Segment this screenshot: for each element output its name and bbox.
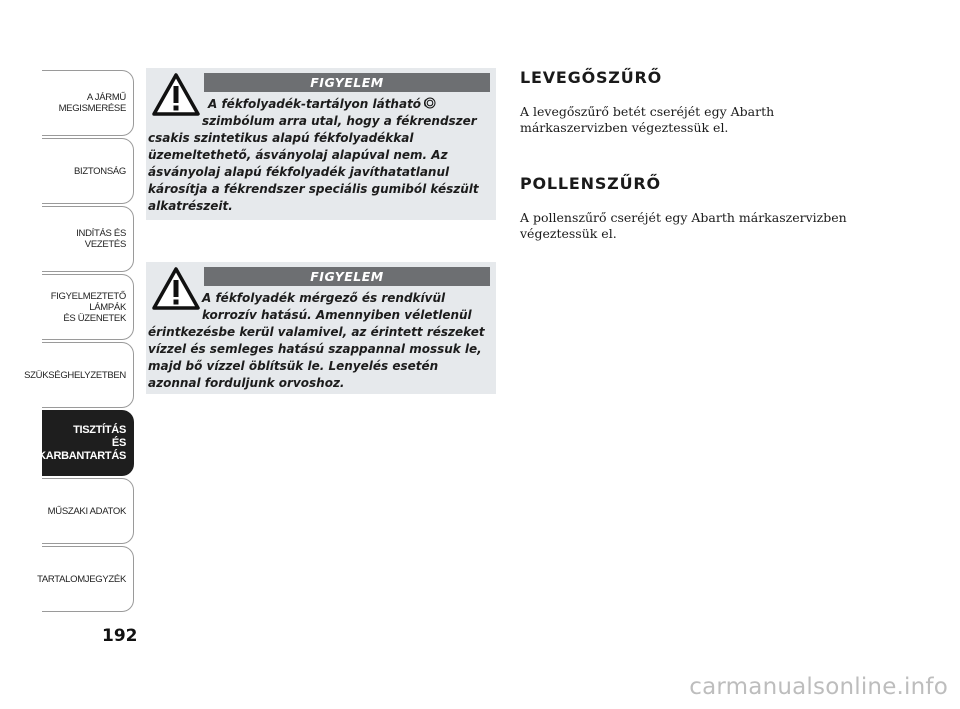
warning-box-2 [146,262,496,394]
warning-rest: érintkezésbe kerül valamivel, az érintett részeket vízzel és semleges hatású szappannal mossuk le, majd bő vízzel öblítsük le. Lenyelés esetén azonnal forduljunk orvoshoz. [148,325,485,390]
tab-index[interactable]: TARTALOMJEGYZÉK [42,546,134,612]
warning-box-1 [146,68,496,220]
section-title-air-filter: LEVEGŐSZŰRŐ [520,68,663,87]
warning-line-1: A fékfolyadék-tartályon látható [208,97,422,111]
warning-header: FIGYELEM [204,267,490,286]
section-text-pollen-filter: A pollenszűrő cseréjét egy Abarth márkaszervizben végeztessük el. [520,210,847,241]
tab-emergency[interactable]: SZÜKSÉGHELYZETBEN [42,342,134,408]
warning-line-2: szimbólum arra utal, hogy a fékrendszer [202,114,477,128]
tab-vehicle-overview[interactable]: A JÁRMŰ MEGISMERÉSE [42,70,134,136]
watermark: carmanualsonline.info [689,674,948,700]
tab-technical-data[interactable]: MŰSZAKI ADATOK [42,478,134,544]
tab-safety[interactable]: BIZTONSÁG [42,138,134,204]
warning-rest: csakis szintetikus alapú fékfolyadékkal üzemeltethető, ásványolaj alapúval nem. Az ásványolaj alapú fékfolyadék javíthatatlanul károsítja a fékrendszer speciális gumiból készült alkatrészeit. [148,131,479,213]
tab-starting-driving[interactable]: INDÍTÁS ÉS VEZETÉS [42,206,134,272]
warning-text [146,96,492,215]
warning-line-2: korrozív hatású. Amennyiben véletlenül [202,308,472,322]
section-title-pollen-filter: POLLENSZŰRŐ [520,174,661,193]
tab-warning-lights[interactable]: FIGYELMEZTETŐ LÁMPÁK ÉS ÜZENETEK [42,274,134,340]
section-text-air-filter: A levegőszűrő betét cseréjét egy Abarth márkaszervizben végeztessük el. [520,104,775,135]
chapter-tabs [24,70,134,614]
warning-text [146,290,492,392]
warning-header: FIGYELEM [204,73,490,92]
tab-cleaning-maintenance[interactable]: TISZTÍTÁS ÉS KARBANTARTÁS [42,410,134,476]
page-number: 192 [102,626,138,646]
brake-fluid-symbol-icon [424,97,436,109]
warning-line-1: A fékfolyadék mérgező és rendkívül [202,291,446,305]
